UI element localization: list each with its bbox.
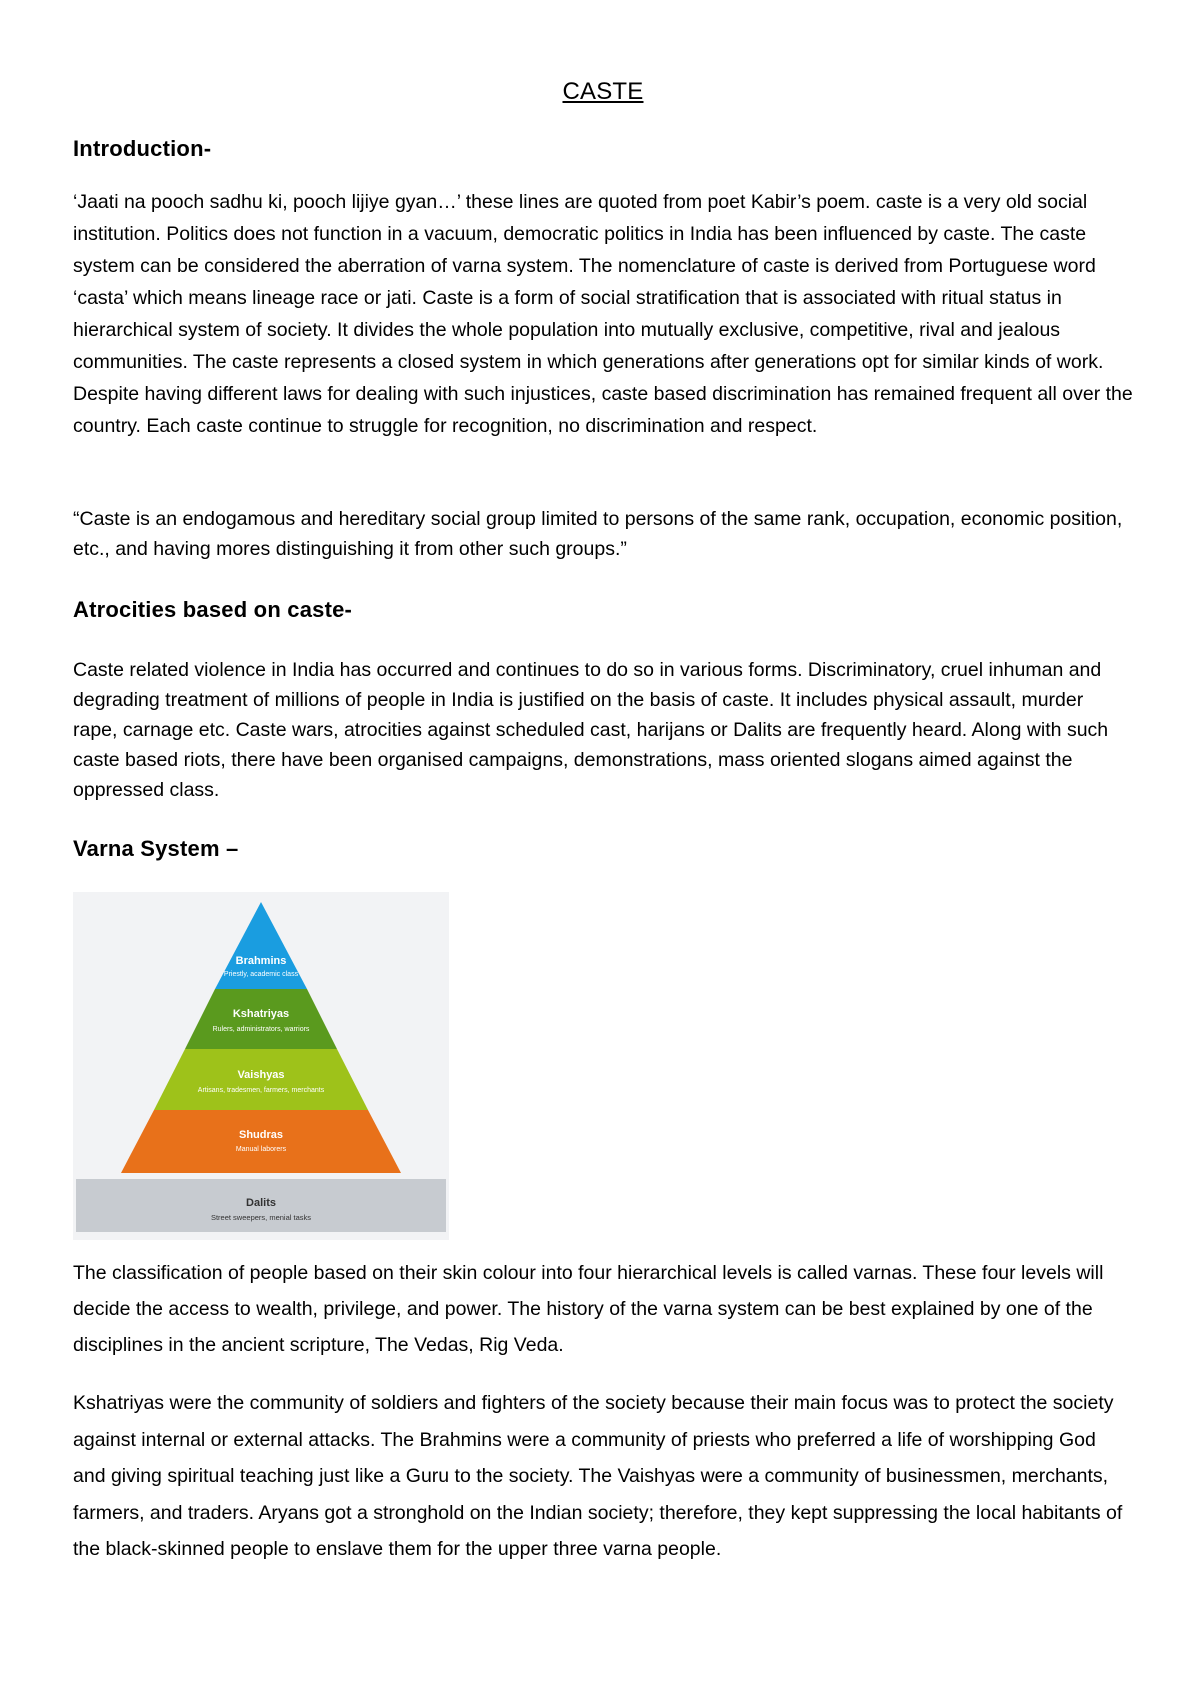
atrocities-paragraph: Caste related violence in India has occurred and continues to do so in various forms. Discriminatory, cruel inhuman and degrading treatment of millions of people in India is justified on the basis of caste. It includes physical assault, murder rape, carnage etc. Caste wars, atrocities against scheduled cast, harijans or Dalits are frequently heard. Along with such caste based riots, there have been organised campaigns, demonstrations, mass oriented slogans aimed against the oppressed class. (73, 659, 1109, 801)
tier-desc-vaishyas: Artisans, tradesmen, farmers, merchants (197, 1087, 325, 1094)
caste-definition-quote: “Caste is an endogamous and hereditary social group limited to persons of the same rank, occupation, economic position, etc., and having mores distinguishing it from other such groups.” (73, 508, 1123, 560)
introduction-heading: Introduction- (73, 136, 212, 161)
tier-desc-shudras: Manual laborers (235, 1146, 287, 1153)
tier-label-kshatriyas: Kshatriyas (232, 1008, 290, 1020)
pyramid-tier-shudras (121, 1110, 401, 1173)
outcaste-desc-dalits: Street sweepers, menial tasks (210, 1213, 312, 1222)
varna-paragraph-1: The classification of people based on their skin colour into four hierarchical levels is called varnas. These four levels will decide the access to wealth, privilege, and power. The history of the varna system can be best explained by one of the disciplines in the ancient scripture, The Vedas, Rig Veda. (73, 1262, 1104, 1356)
tier-label-brahmins: Brahmins (235, 955, 287, 967)
varna-paragraph-2: Kshatriyas were the community of soldiers and fighters of the society because their main focus was to protect the society against internal or external attacks. The Brahmins were a community of priests who preferred a life of worshipping God and giving spiritual teaching just like a Guru to the society. The Vaishyas were a community of businessmen, merchants, farmers, and traders. Aryans got a stronghold on the Indian society; therefore, they kept suppressing the local habitants of the black-skinned people to enslave them for the upper three varna people. (73, 1392, 1123, 1560)
introduction-paragraph: ‘Jaati na pooch sadhu ki, pooch lijiye gyan…’ these lines are quoted from poet Kabir’s poem. caste is a very old social institution. Politics does not function in a vacuum, democratic politics in India has been influenced by caste. The caste system can be considered the aberration of varna system. The nomenclature of caste is derived from Portuguese word ‘casta’ which means lineage race or jati. Caste is a form of social stratification that is associated with ritual status in hierarchical system of society. It divides the whole population into mutually exclusive, competitive, rival and jealous communities. The caste represents a closed system in which generations after generations opt for similar kinds of work. Despite having different laws for dealing with such injustices, caste based discrimination has remained frequent all over the country. Each caste continue to struggle for recognition, no discrimination and respect. (73, 191, 1133, 437)
atrocities-heading: Atrocities based on caste- (73, 597, 353, 622)
varna-heading: Varna System – (73, 836, 239, 861)
outcaste-label-dalits: Dalits (246, 1197, 276, 1209)
tier-desc-brahmins: Priestly, academic class (223, 971, 299, 978)
varna-pyramid-diagram (73, 892, 449, 1240)
tier-label-vaishyas: Vaishyas (237, 1069, 285, 1081)
tier-label-shudras: Shudras (238, 1129, 284, 1141)
tier-desc-kshatriyas: Rulers, administrators, warriors (212, 1026, 310, 1033)
document-title: CASTE (562, 78, 644, 105)
varna-pyramid-figure (73, 892, 449, 1240)
